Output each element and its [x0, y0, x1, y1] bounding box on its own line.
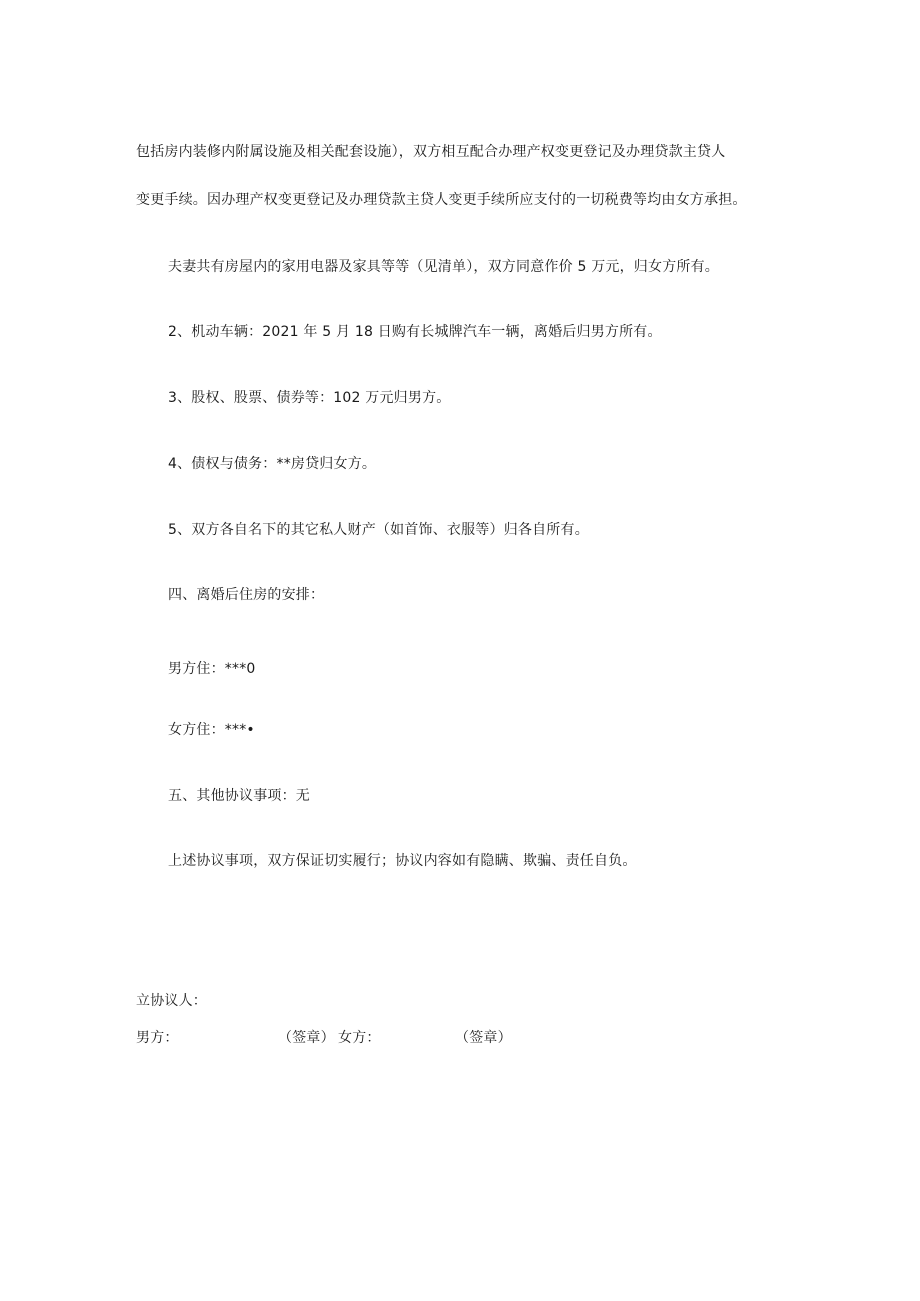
paragraph-vehicle: 2、机动车辆：2021 年 5 月 18 日购有长城牌汽车一辆，离婚后归男方所有。 — [168, 324, 662, 340]
male-seal-label: （签章） — [278, 1030, 335, 1046]
section-heading-other-matters: 五、其他协议事项：无 — [168, 788, 310, 804]
paragraph-transfer-fees: 变更手续。因办理产权变更登记及办理贷款主贷人变更手续所应支付的一切税费等均由女方承担。 — [136, 192, 747, 208]
paragraph-appliances: 夫妻共有房屋内的家用电器及家具等等（见清单），双方同意作价 5 万元，归女方所有。 — [168, 259, 720, 275]
section-heading-housing: 四、离婚后住房的安排： — [168, 587, 325, 603]
paragraph-commitment: 上述协议事项，双方保证切实履行；协议内容如有隐瞒、欺骗、责任自负。 — [168, 853, 637, 869]
signature-heading: 立协议人： — [136, 993, 207, 1009]
paragraph-male-residence: 男方住：***0 — [168, 661, 256, 677]
female-signature-label: 女方： — [338, 1030, 381, 1046]
paragraph-female-residence: 女方住：***• — [168, 722, 255, 738]
paragraph-debts: 4、债权与债务：**房贷归女方。 — [168, 456, 377, 472]
male-signature-label: 男方： — [136, 1030, 179, 1046]
paragraph-property-continued: 包括房内装修内附属设施及相关配套设施），双方相互配合办理产权变更登记及办理贷款主贷人 — [136, 144, 726, 160]
paragraph-personal-property: 5、双方各自名下的其它私人财产（如首饰、衣服等）归各自所有。 — [168, 522, 589, 538]
female-seal-label: （签章） — [455, 1030, 512, 1046]
paragraph-stocks: 3、股权、股票、债券等：102 万元归男方。 — [168, 390, 451, 406]
